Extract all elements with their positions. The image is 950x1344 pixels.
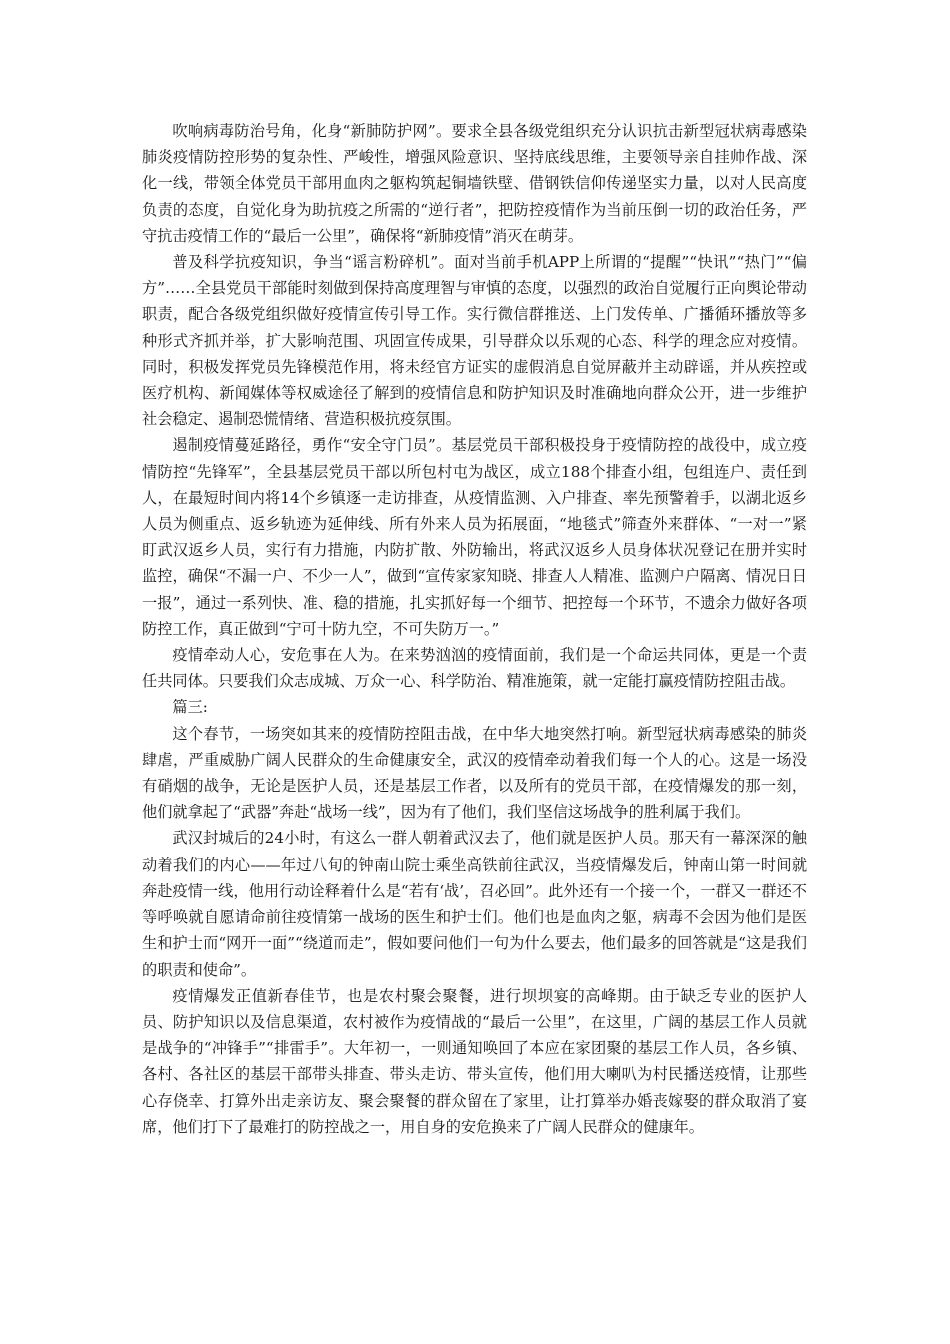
- paragraph-grassroots-workers: 疫情爆发正值新春佳节，也是农村聚会聚餐，进行坝坝宴的高峰期。由于缺乏专业的医护人员、防护知识以及信息渠道，农村被作为疫情战的“最后一公里”，在这里，广阔的基层工作人员就是战争的“冲锋手”“排雷手”。大年初一，一则通知唤回了本应在家团聚的基层工作人员，各乡镇、各村、各社区的基层干部带头排查、带头走访、带头宣传，他们用大喇叭为村民播送疫情，让那些心存侥幸、打算外出走亲访友、聚会聚餐的群众留在了家里，让打算举办婚丧嫁娶的群众取消了宴席，他们打下了最难打的防控战之一，用自身的安危换来了广阔人民群众的健康年。: [142, 986, 807, 1136]
- paragraph-safety-goalkeeper: 遏制疫情蔓延路径，勇作“安全守门员”。基层党员干部积极投身于疫情防控的战役中，成立疫情防控“先锋军”，全县基层党员干部以所包村屯为战区，成立188个排查小组，包组连户、责任到人，在最短时间内将14个乡镇逐一走访排查，从疫情监测、入户排查、率先预警着手，以湖北返乡人员为侧重点、返乡轨迹为延伸线、所有外来人员为拓展面，“地毯式”筛查外来群体、“一对一”紧盯武汉返乡人员，实行有力措施，内防扩散、外防输出，将武汉返乡人员身体状况登记在册并实时监控，确保“不漏一户、不少一人”，做到“宣传家家知晓、排查人人精准、监测户户隔离、情况日日一报”，通过一系列快、准、稳的措施，扎实抓好每一个细节、把控每一个环节，不遗余力做好各项防控工作，真正做到“宁可十防九空，不可失防万一。”: [142, 436, 807, 638]
- paragraph-rumor-crusher: 普及科学抗疫知识，争当“谣言粉碎机”。面对当前手机APP上所谓的“提醒”“快讯”“热门”“偏方”……全县党员干部能时刻做到保持高度理智与审慎的态度，以强烈的政治自觉履行正向舆论带动职责，配合各级党组织做好疫情宣传引导工作。实行微信群推送、上门发传单、广播循环播放等多种形式齐抓并举，扩大影响范围、巩固宣传成果，引导群众以乐观的心态、科学的理念应对疫情。同时，积极发挥党员先锋模范作用，将未经官方证实的虚假消息自觉屏蔽并主动辟谣，并从疾控或医疗机构、新闻媒体等权威途径了解到的疫情信息和防护知识及时准确地向群众公开，进一步维护社会稳定、遏制恐慌情绪、营造积极抗疫氛围。: [142, 253, 807, 429]
- document-body: [142, 118, 807, 1140]
- paragraph-medical-staff-wuhan: 武汉封城后的24小时，有这么一群人朝着武汉去了，他们就是医护人员。那天有一幕深深的触动着我们的内心——年过八旬的钟南山院士乘坐高铁前往武汉，当疫情爆发后，钟南山第一时间就奔赴疫情一线，他用行动诠释着什么是“若有‘战’，召必回”。此外还有一个接一个，一群又一群还不等呼唤就自愿请命前往疫情第一战场的医生和护士们。他们也是血肉之躯，病毒不会因为他们是医生和护士而“网开一面”“绕道而走”，假如要问他们一句为什么要去，他们最多的回答就是“这是我们的职责和使命”。: [142, 829, 807, 979]
- paragraph-new-lung-protection-net: 吹响病毒防治号角，化身“新肺防护网”。要求全县各级党组织充分认识抗击新型冠状病毒感染肺炎疫情防控形势的复杂性、严峻性，增强风险意识、坚持底线思维，主要领导亲自挂帅作战、深化一线，带领全体党员干部用血肉之躯构筑起铜墙铁壁、借钢铁信仰传递坚实力量，以对人民高度负责的态度，自觉化身为助抗疫之所需的“逆行者”，把防控疫情作为当前压倒一切的政治任务，严守抗击疫情工作的“最后一公里”，确保将“新肺疫情”消灭在萌芽。: [142, 122, 807, 245]
- paragraph-spring-festival-battle: 这个春节，一场突如其来的疫情防控阻击战，在中华大地突然打响。新型冠状病毒感染的肺炎肆虐，严重威胁广阔人民群众的生命健康安全，武汉的疫情牵动着我们每一个人的心。这是一场没有硝烟的战争，无论是医护人员，还是基层工作者，以及所有的党员干部，在疫情爆发的那一刻，他们就拿起了“武器”奔赴“战场一线”，因为有了他们，我们坚信这场战争的胜利属于我们。: [142, 724, 807, 822]
- section-heading-part-three: 篇三:: [172, 698, 208, 717]
- paragraph-community-of-fate: 疫情牵动人心，安危事在人为。在来势汹汹的疫情面前，我们是一个命运共同体，更是一个责任共同体。只要我们众志成城、万众一心、科学防治、精准施策，就一定能打赢疫情防控阻击战。: [142, 646, 807, 691]
